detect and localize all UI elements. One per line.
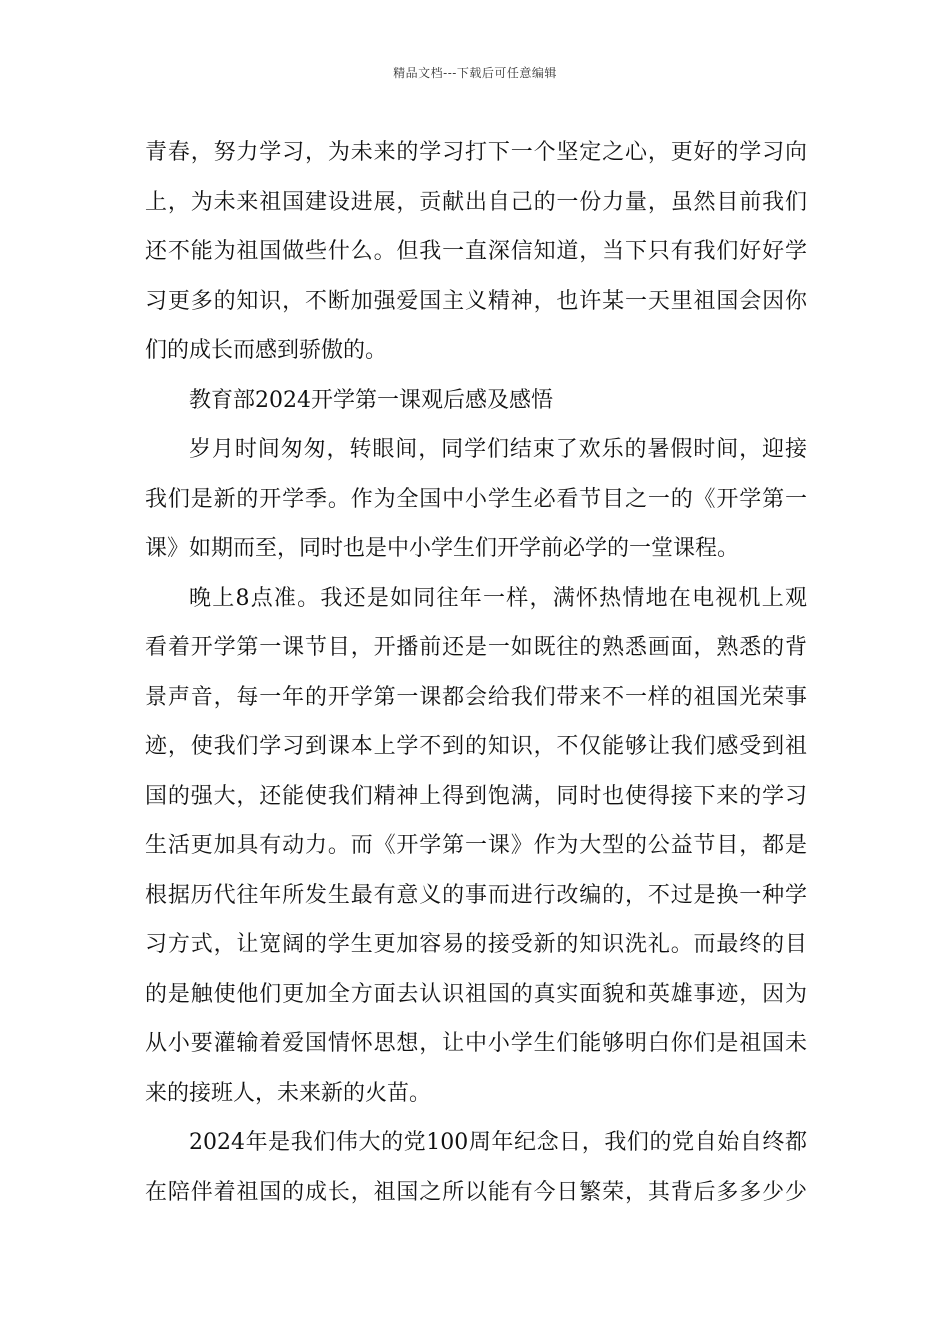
- text-line: 国的强大，还能使我们精神上得到饱满，同时也使得接下来的学习: [145, 783, 807, 809]
- text-line: 看着开学第一课节目，开播前还是一如既往的熟悉画面，熟悉的背: [145, 635, 807, 660]
- text-line: 来的接班人，未来新的火苗。: [145, 1080, 432, 1106]
- text-line: 习方式，让宽阔的学生更加容易的接受新的知识洗礼。而最终的目: [145, 932, 807, 957]
- text-line: 根据历代往年所发生最有意义的事而进行改编的，不过是换一种学: [145, 882, 807, 908]
- page-header: 精品文档---下载后可任意编辑: [393, 66, 557, 80]
- text-line: 景声音，每一年的开学第一课都会给我们带来不一样的祖国光荣事: [145, 684, 807, 710]
- text-line: 晚上8点准。我还是如同往年一样，满怀热情地在电视机上观: [189, 585, 807, 611]
- text-line: 2024年是我们伟大的党100周年纪念日，我们的党自始自终都: [189, 1130, 807, 1155]
- body-text: [145, 128, 807, 1217]
- text-line: 岁月时间匆匆，转眼间，同学们结束了欢乐的暑假时间，迎接: [189, 437, 807, 462]
- text-line: 教育部2024开学第一课观后感及感悟: [189, 387, 553, 413]
- text-line: 青春，努力学习，为未来的学习打下一个坚定之心，更好的学习向: [145, 140, 807, 165]
- text-line: 课》如期而至，同时也是中小学生们开学前必学的一堂课程。: [145, 536, 740, 561]
- text-line: 习更多的知识，不断加强爱国主义精神，也许某一天里祖国会因你: [145, 288, 807, 314]
- text-line: 的是触使他们更加全方面去认识祖国的真实面貌和英雄事迹，因为: [145, 981, 807, 1007]
- text-line: 我们是新的开学季。作为全国中小学生必看节目之一的《开学第一: [145, 486, 807, 512]
- text-line: 迹，使我们学习到课本上学不到的知识，不仅能够让我们感受到祖: [145, 734, 807, 759]
- text-line: 在陪伴着祖国的成长，祖国之所以能有今日繁荣，其背后多多少少: [145, 1179, 807, 1205]
- text-line: 还不能为祖国做些什么。但我一直深信知道，当下只有我们好好学: [145, 239, 807, 264]
- text-line: 生活更加具有动力。而《开学第一课》作为大型的公益节目，都是: [145, 833, 807, 858]
- text-line: 从小要灌输着爱国情怀思想，让中小学生们能够明白你们是祖国未: [145, 1031, 807, 1056]
- text-line: 上，为未来祖国建设进展，贡献出自己的一份力量，虽然目前我们: [145, 189, 807, 215]
- text-line: 们的成长而感到骄傲的。: [145, 338, 388, 363]
